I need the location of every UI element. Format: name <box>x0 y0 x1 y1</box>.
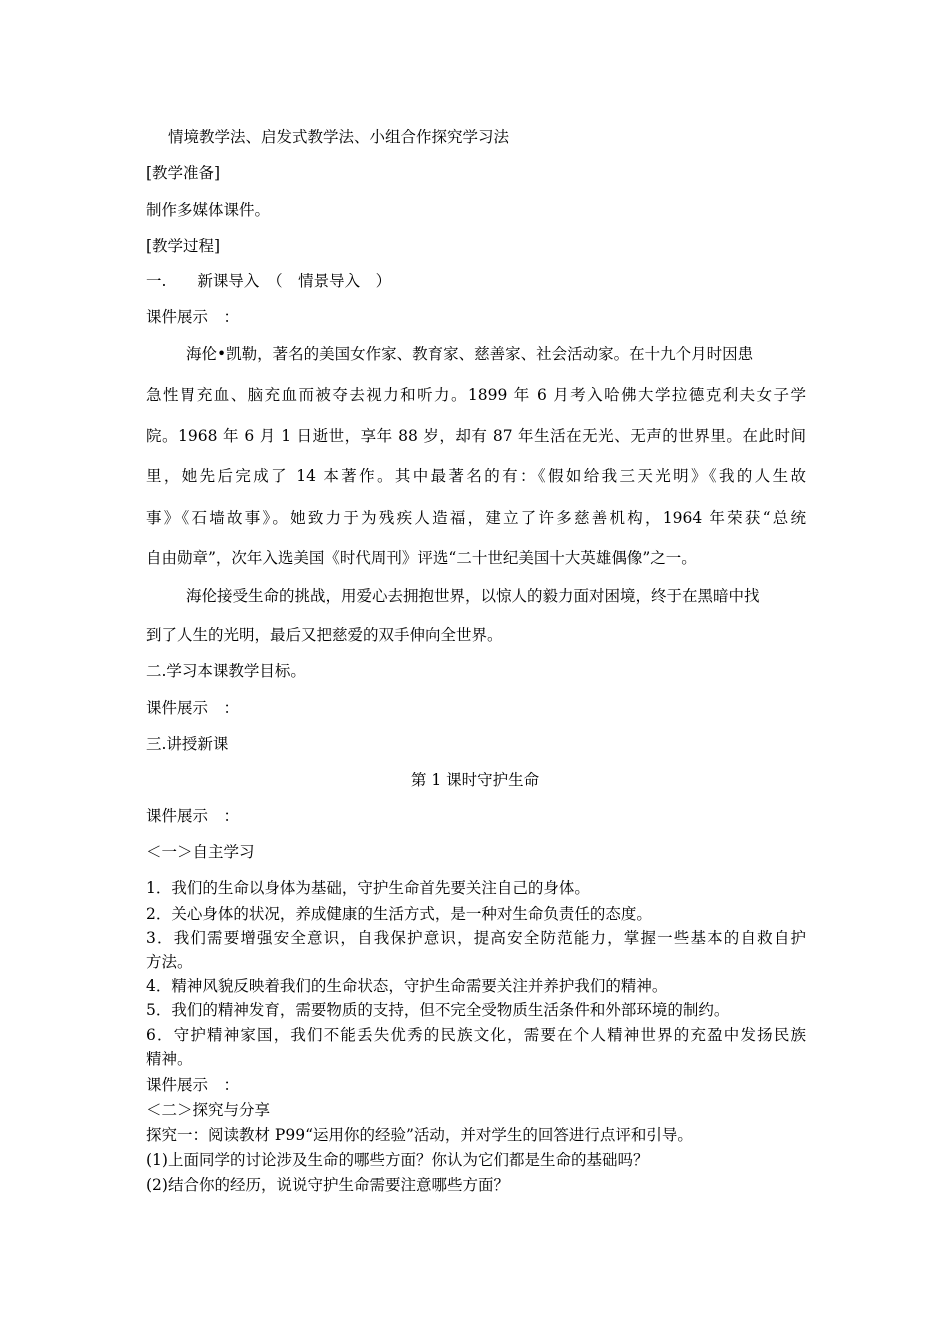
section-2-heading: 二.学习本课教学目标。 <box>146 662 306 680</box>
point-1: 1．我们的生命以身体为基础，守护生命首先要关注自己的身体。 <box>146 879 590 897</box>
point-2: 2．关心身体的状况，养成健康的生活方式，是一种对生命负责任的态度。 <box>146 905 652 923</box>
courseware-label-1: 课件展示 ： <box>146 308 240 326</box>
heading-preparation: [教学准备] <box>146 164 221 182</box>
point-6-line-1: 6．守护精神家国，我们不能丢失优秀的民族文化，需要在个人精神世界的充盈中发扬民族 <box>146 1026 806 1044</box>
teaching-methods: 情境教学法、启发式教学法、小组合作探究学习法 <box>168 128 510 146</box>
point-3-line-2: 方法。 <box>146 953 193 971</box>
heading-process: [教学过程] <box>146 237 221 255</box>
helen-paragraph-line-6: 自由勋章”，次年入选美国《时代周刊》评选“二十世纪美国十大英雄偶像”之一。 <box>146 549 697 567</box>
helen-paragraph-line-3: 院。1968 年 6 月 1 日逝世，享年 88 岁，却有 87 年生活在无光、无声的世界里。在此时间 <box>146 427 806 445</box>
section-1-heading: 一. 新课导入 （ 情景导入 ） <box>146 272 392 290</box>
explore-one-intro: 探究一：阅读教材 P99“运用你的经验”活动，并对学生的回答进行点评和引导。 <box>146 1126 693 1144</box>
point-3-line-1: 3．我们需要增强安全意识，自我保护意识，提高安全防范能力，掌握一些基本的自救自护 <box>146 929 806 947</box>
helen-paragraph-line-4: 里，她先后完成了 14 本著作。其中最著名的有：《假如给我三天光明》《我的人生故 <box>146 467 806 485</box>
courseware-label-4: 课件展示 ： <box>146 1076 240 1094</box>
preparation-text: 制作多媒体课件。 <box>146 201 271 219</box>
section-3-heading: 三.讲授新课 <box>146 735 229 753</box>
courseware-label-3: 课件展示 ： <box>146 807 240 825</box>
helen-summary-line-2: 到了人生的光明，最后又把慈爱的双手伸向全世界。 <box>146 626 503 644</box>
helen-paragraph-line-1: 海伦•凯勒，著名的美国女作家、教育家、慈善家、社会活动家。在十九个月时因患 <box>186 345 754 363</box>
point-6-line-2: 精神。 <box>146 1050 193 1068</box>
helen-paragraph-line-2: 急性胃充血、脑充血而被夺去视力和听力。1899 年 6 月考入哈佛大学拉德克利夫女子学 <box>146 386 806 404</box>
helen-paragraph-line-5: 事》《石墙故事》。她致力于为残疾人造福，建立了许多慈善机构，1964 年荣获“总统 <box>146 509 806 527</box>
explore-share-heading: ＜二＞探究与分享 <box>146 1101 271 1119</box>
question-1: (1)上面同学的讨论涉及生命的哪些方面？你认为它们都是生命的基础吗？ <box>146 1151 649 1169</box>
point-4: 4．精神风貌反映着我们的生命状态，守护生命需要关注并养护我们的精神。 <box>146 977 668 995</box>
self-study-heading: ＜一＞自主学习 <box>146 843 255 861</box>
point-5: 5．我们的精神发育，需要物质的支持，但不完全受物质生活条件和外部环境的制约。 <box>146 1001 730 1019</box>
lesson-title: 第 1 课时守护生命 <box>410 771 540 789</box>
courseware-label-2: 课件展示 ： <box>146 699 240 717</box>
helen-summary-line-1: 海伦接受生命的挑战，用爱心去拥抱世界，以惊人的毅力面对困境，终于在黑暗中找 <box>186 587 760 605</box>
question-2: (2)结合你的经历，说说守护生命需要注意哪些方面？ <box>146 1176 509 1194</box>
